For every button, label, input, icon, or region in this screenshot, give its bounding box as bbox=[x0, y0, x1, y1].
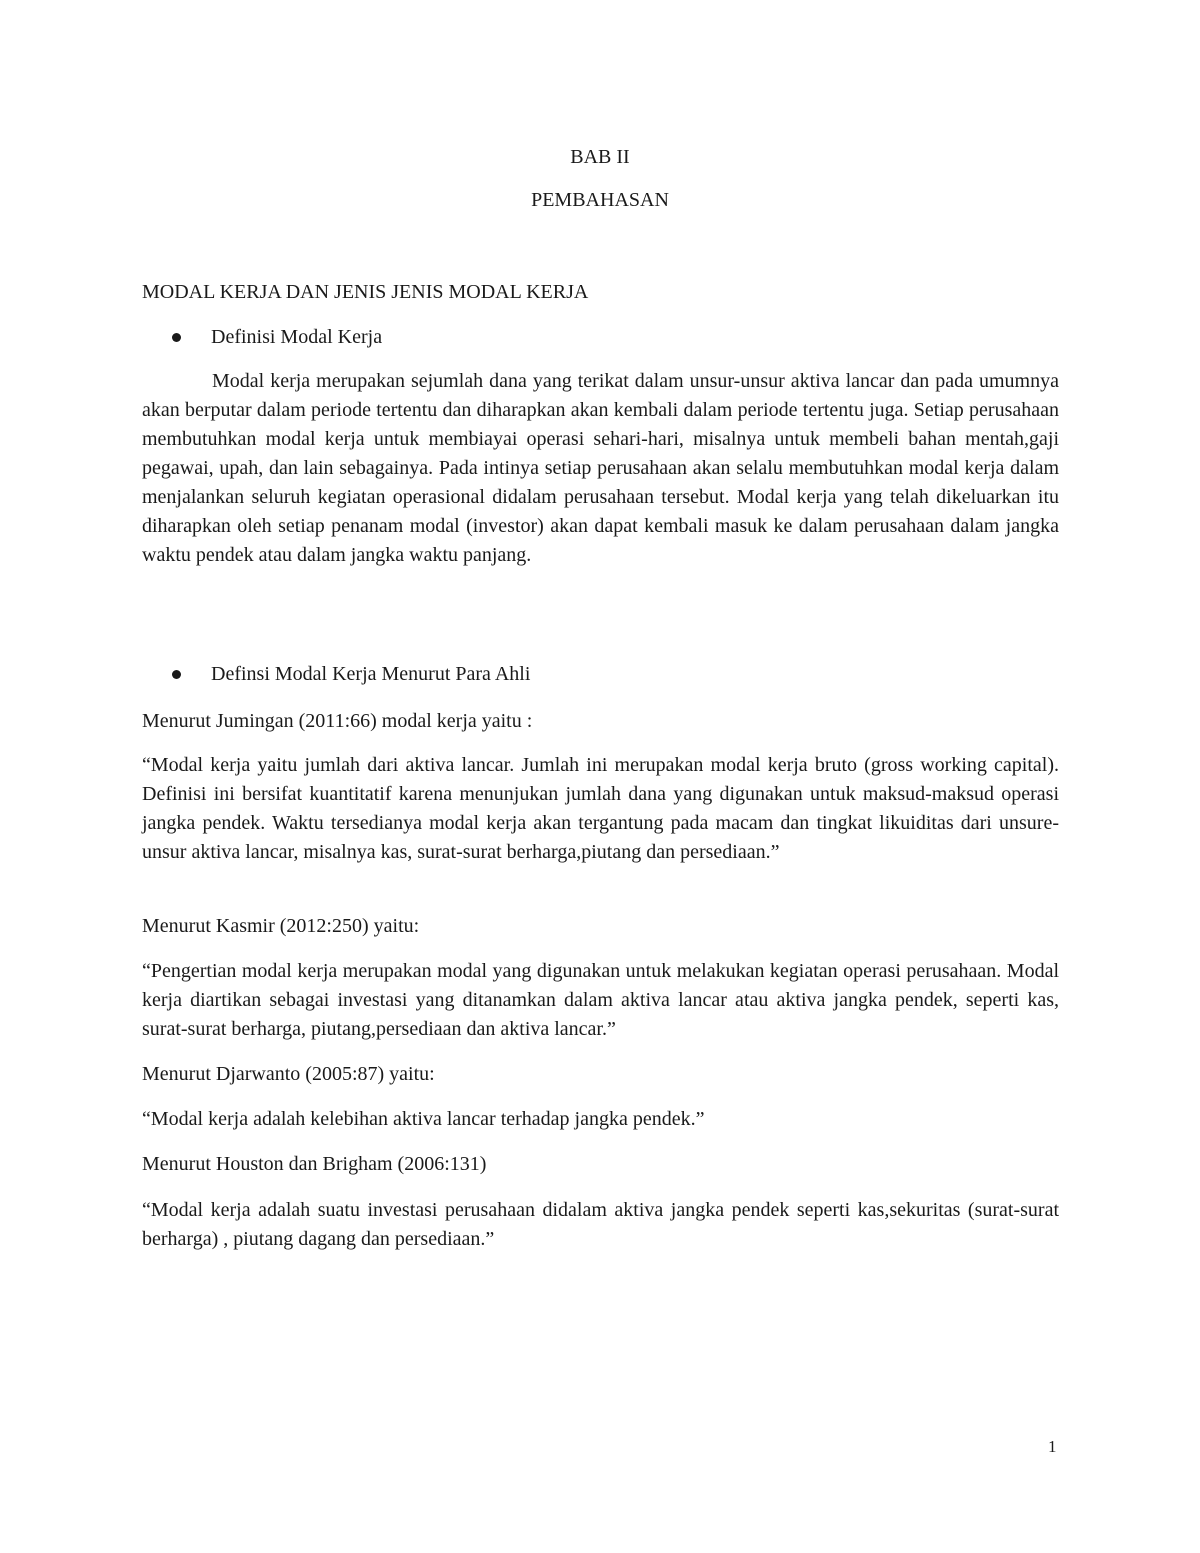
page-number: 1 bbox=[1048, 1437, 1057, 1456]
bullet-item-experts bbox=[172, 662, 530, 686]
source-jumingan: Menurut Jumingan (2011:66) modal kerja yaitu : bbox=[142, 710, 533, 732]
quote-djarwanto: “Modal kerja adalah kelebihan aktiva lancar terhadap jangka pendek.” bbox=[142, 1108, 705, 1130]
source-djarwanto: Menurut Djarwanto (2005:87) yaitu: bbox=[142, 1063, 435, 1085]
source-houston-brigham: Menurut Houston dan Brigham (2006:131) bbox=[142, 1153, 487, 1175]
chapter-heading: BAB II bbox=[570, 146, 630, 168]
bullet-item-definition bbox=[172, 325, 382, 349]
section-title: MODAL KERJA DAN JENIS JENIS MODAL KERJA bbox=[142, 281, 589, 303]
bullet-icon bbox=[172, 670, 181, 679]
definition-paragraph: Modal kerja merupakan sejumlah dana yang terikat dalam unsur-unsur aktiva lancar dan pada umumnya akan berputar dalam periode tertentu dan diharapkan akan kembali dalam periode tertentu juga. Setiap perusahaan membutuhkan modal kerja untuk membiayai operasi sehari-hari, misalnya untuk membeli bahan mentah,gaji pegawai, upah, dan lain sebagainya. Pada intinya setiap perusahaan akan selalu membutuhkan modal kerja dalam menjalankan seluruh kegiatan operasional didalam perusahaan tersebut. Modal kerja yang telah dikeluarkan itu diharapkan oleh setiap penanam modal (investor) akan dapat kembali masuk ke dalam perusahaan dalam jangka waktu pendek atau dalam jangka waktu panjang. bbox=[142, 370, 1059, 566]
bullet-label: Definisi Modal Kerja bbox=[211, 326, 383, 348]
chapter-title: PEMBAHASAN bbox=[531, 189, 669, 211]
quote-houston-brigham: “Modal kerja adalah suatu investasi perusahaan didalam aktiva jangka pendek seperti kas,sekuritas (surat-surat berharga) , piutang dagang dan persediaan.” bbox=[142, 1199, 1059, 1250]
quote-kasmir: “Pengertian modal kerja merupakan modal yang digunakan untuk melakukan kegiatan operasi perusahaan. Modal kerja diartikan sebagai investasi yang ditanamkan dalam aktiva lancar atau aktiva jangka pendek, seperti kas, surat-surat berharga, piutang,persediaan dan aktiva lancar.” bbox=[142, 960, 1059, 1040]
source-kasmir: Menurut Kasmir (2012:250) yaitu: bbox=[142, 915, 420, 937]
bullet-label: Definsi Modal Kerja Menurut Para Ahli bbox=[211, 663, 531, 685]
quote-jumingan: “Modal kerja yaitu jumlah dari aktiva lancar. Jumlah ini merupakan modal kerja bruto (gross working capital). Definisi ini bersifat kuantitatif karena menunjukan jumlah dana yang digunakan untuk maksud-maksud operasi jangka pendek. Waktu tersedianya modal kerja akan tergantung pada macam dan tingkat likuiditas dari unsure-unsur aktiva lancar, misalnya kas, surat-surat berharga,piutang dan persediaan.” bbox=[142, 754, 1059, 863]
bullet-icon bbox=[172, 333, 181, 342]
